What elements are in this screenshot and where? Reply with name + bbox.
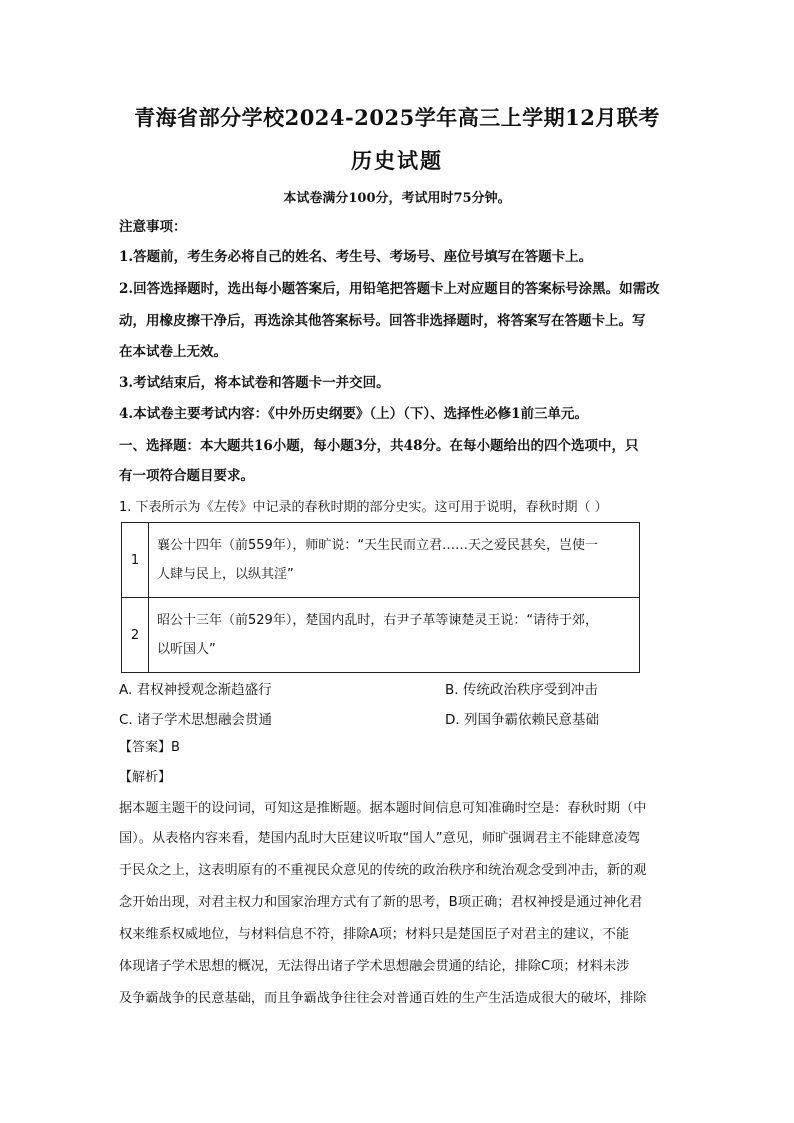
option-d: D. 列国争霸依赖民意基础 [445,712,599,728]
option-b: B. 传统政治秩序受到冲击 [445,682,598,698]
table-row-text [149,598,640,673]
analysis-line: 念开始出现，对君主权力和国家治理方式有了新的思考，B项正确；君权神授是通过神化君 [119,895,643,910]
table-row [122,598,640,673]
option-a: A. 君权神授观念渐趋盛行 [119,682,272,698]
table-row-text-line: 襄公十四年（前559年），师旷说：“天生民而立君……天之爱民甚矣，岂使一 [157,538,599,553]
analysis-line: 国）。从表格内容来看，楚国内乱时大臣建议听取“国人”意见，师旷强调君主不能肆意凌驾 [119,831,641,846]
table-row-text [149,523,640,598]
note-item-3: 3.考试结束后，将本试卷和答题卡一并交回。 [119,375,390,391]
analysis-line: 体现诸子学术思想的概况，无法得出诸子学术思想融会贯通的结论，排除C项；材料未涉 [119,959,630,974]
table-row-number: 2 [122,598,149,673]
note-item-2-line1: 2.回答选择题时，选出每小题答案后，用铅笔把答题卡上对应题目的答案标号涂黑。如需改 [119,281,660,297]
note-item-2-line3: 在本试卷上无效。 [119,344,227,360]
analysis-line: 及争霸战争的民意基础，而且争霸战争往往会对普通百姓的生产生活造成很大的破坏，排除 [119,991,647,1006]
analysis-line: 于民众之上，这表明原有的不重视民众意见的传统的政治秩序和统治观念受到冲击，新的观 [119,863,647,878]
source-table [121,522,640,673]
exam-title: 青海省部分学校2024-2025学年高三上学期12月联考 [134,105,660,130]
note-item-1: 1.答题前，考生务必将自己的姓名、考生号、考场号、座位号填写在答题卡上。 [119,249,593,265]
subject-title: 历史试题 [351,148,443,173]
table-row [122,523,640,598]
table-row-text-line: 昭公十三年（前529年），楚国内乱时，右尹子革等谏楚灵王说：“请待于郊， [157,613,599,628]
question-stem: 1. 下表所示为《左传》中记录的春秋时期的部分史实。这可用于说明，春秋时期（ ） [119,500,608,515]
notes-heading: 注意事项： [119,219,187,235]
analysis-heading: 【解析】 [119,770,172,785]
table-row-number: 1 [122,523,149,598]
option-c: C. 诸子学术思想融会贯通 [119,712,273,728]
note-item-4: 4.本试卷主要考试内容：《中外历史纲要》（上）（下）、选择性必修1前三单元。 [119,406,588,422]
table-row-text-line: 人肆与民上，以纵其淫” [157,567,294,582]
section-heading-line1: 一、选择题：本大题共16小题，每小题3分，共48分。在每小题给出的四个选项中，只 [119,438,639,454]
table-row-text-line: 以听国人” [157,642,216,657]
exam-info: 本试卷满分100分，考试用时75分钟。 [283,191,511,206]
analysis-line: 权来维系权威地位，与材料信息不符，排除A项；材料只是楚国臣子对君主的建议，不能 [119,927,630,942]
answer-label: 【答案】B [119,740,180,755]
section-heading-line2: 有一项符合题目要求。 [119,468,254,484]
note-item-2-line2: 动，用橡皮擦干净后，再选涂其他答案标号。回答非选择题时，将答案写在答题卡上。写 [119,313,646,329]
analysis-line: 据本题主题干的设问词，可知这是推断题。据本题时间信息可知准确时空是：春秋时期（中 [119,801,647,816]
